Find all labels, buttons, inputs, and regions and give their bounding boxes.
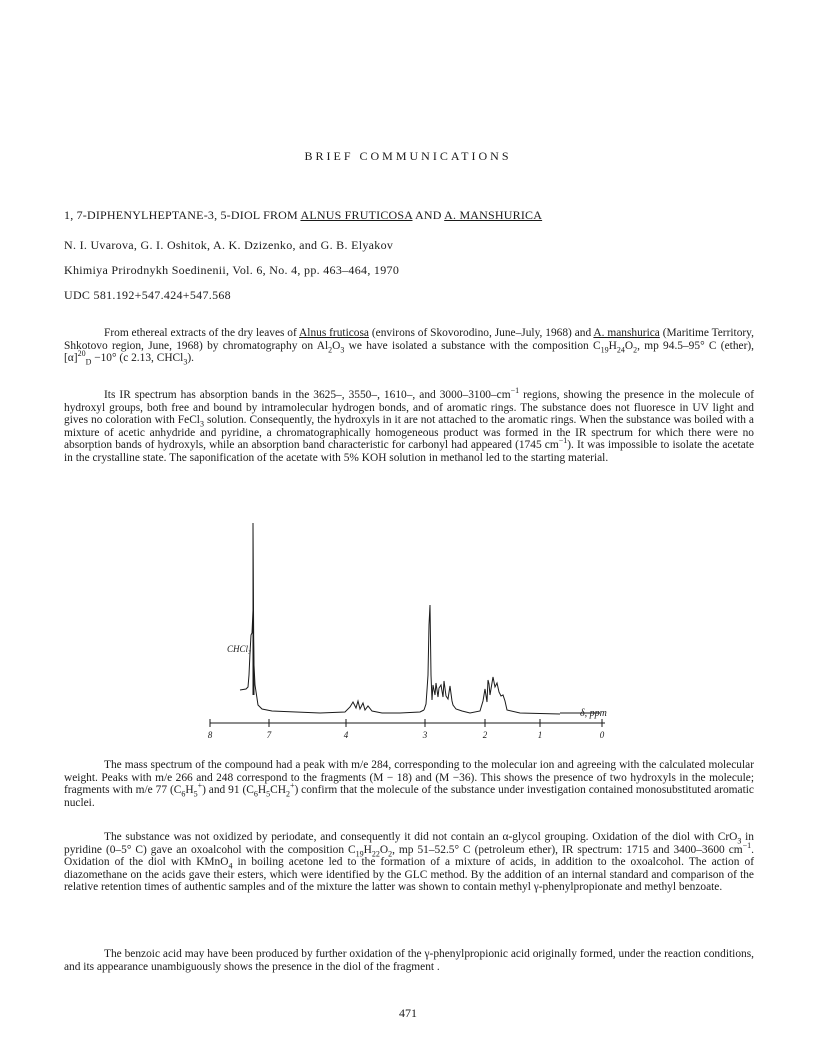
authors: N. I. Uvarova, G. I. Oshitok, A. K. Dzizenko, and G. B. Elyakov — [64, 238, 394, 252]
paragraph-3: The mass spectrum of the compound had a peak with m/e 284, corresponding to the molecular ion and agreeing with the calculated molecular weight. Peaks with m/e 266 and 248 correspond to the fragments (M − 18) and (M −36). This shows the presence of two hydroxyls in the molecule; fragments with m/e 77 $(C_6H_5^+)$ and 91 $(C_6H_5CH_2^+)$ confirm that the molecule of the substance under investigation contained monosubstituted aromatic nuclei. — [64, 759, 754, 809]
paragraph-1: From ethereal extracts of the dry leaves of Alnus fruticosa (environs of Skovorodino, June–July, 1968) and A. manshurica (Maritime Territory, Shkotovo region, June, 1968) by chromatography on $Al_2O_3$ we have isolated a substance with the composition $C_{19}H_{24}O_2$, mp 94.5–95° C (ether), $[\alpha]^{20}_D -10^\circ$ (c 2.13, CHCl$_3$). — [64, 327, 755, 367]
page-number: 471 — [399, 1006, 417, 1020]
spectrum-trace-center — [424, 605, 560, 714]
axis-tick-label: 1 — [537, 730, 543, 740]
paragraph-2: Its IR spectrum has absorption bands in the 3625–, 3550–, 1610–, and $3000-3100-cm^{-1}$ regions, showing the presence in the molecule of hydroxyl groups, both free and bound by intramolecular hydrogen bonds, and of aromatic rings. The substance does not fluoresce in UV light and gives no coloration with FeCl$_3$ solution. Consequently, the hydroxyls in it are not attached to the aromatic rings. When the substance was boiled with a mixture of acetic anhydride and pyridine, a chromatographically homogeneous product was formed in the IR spectrum for which there were no absorption bands of hydroxyls, while an absorption band characteristic for carbonyl had appeared (1745 $cm^{-1}$). It was impossible to isolate the acetate in the crystalline state. The saponification of the acetate with 5% KOH solution in methanol led to the starting material. — [64, 386, 754, 464]
paragraph-5: The benzoic acid may have been produced by further oxidation of the γ-phenylpropionic acid originally formed, under the reaction conditions, and its appearance unambiguously shows the presence in the diol of the fragment . — [64, 948, 754, 973]
spectrum-trace-left — [240, 610, 320, 713]
paragraph-4: The substance was not oxidized by periodate, and consequently it did not contain an α-glycol grouping. Oxidation of the diol with CrO$_3$ in pyridine (0–5° C) gave an oxoalcohol with the composition $C_{19}H_{22}O_2$, mp 51–52.5° C (petroleum ether), IR spectrum: 1715 and 3400–3600 $cm^{-1}$. Oxidation of the diol with KMnO$_4$ in boiling acetone led to the formation of a mixture of acids, in addition to the oxoalcohol. The action of diazomethane on the acids gave their esters, which were identified by the GLC method. By the addition of an internal standard and comparison of the relative retention times of authentic samples and of the mixture the latter was shown to contain methyl γ-phenylpropionate and methyl benzoate. — [64, 831, 754, 894]
axis-tick-label: 8 — [207, 730, 213, 740]
axis-tick-label: 7 — [266, 730, 272, 740]
unit-label: δ, ppm — [580, 708, 607, 719]
axis-tick-label: 0 — [599, 730, 605, 740]
udc-code: UDC 581.192+547.424+547.568 — [64, 288, 231, 302]
axis-tick-label: 4 — [343, 730, 349, 740]
axis-tick-label: 3 — [422, 730, 428, 740]
journal-citation: Khimiya Prirodnykh Soedinenii, Vol. 6, No. 4, pp. 463–464, 1970 — [64, 263, 400, 277]
article-title: 1, 7-DIPHENYLHEPTANE-3, 5-DIOL FROM ALNUS FRUTICOSA AND A. MANSHURICA — [64, 208, 543, 222]
axis-tick-label: 2 — [482, 730, 488, 740]
spectrum-trace-multiplet-4 — [320, 701, 424, 713]
nmr-spectrum-figure — [200, 515, 620, 745]
peak-label-chcl3: CHCl₃ — [227, 644, 252, 654]
section-header: BRIEF COMMUNICATIONS — [304, 149, 512, 163]
